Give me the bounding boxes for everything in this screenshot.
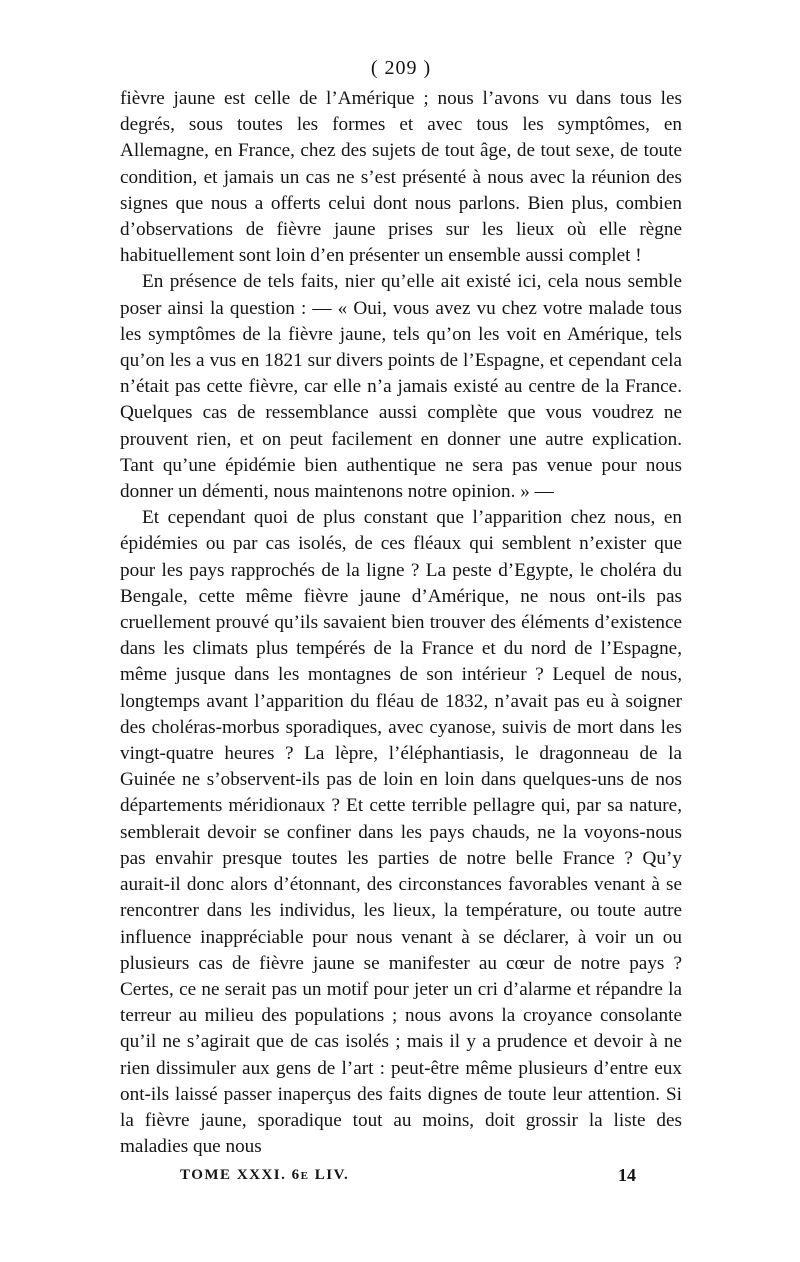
document-page [120, 54, 682, 1188]
paragraph-continuation: fièvre jaune est celle de l’Amérique ; nous l’avons vu dans tous les degrés, sous toutes les formes et avec tous les symptômes, en Allemagne, en France, chez des sujets de tout âge, de tout sexe, de toute condition, et jamais un cas ne s’est présenté à nous avec la réunion des signes que nous a offerts celui dont nous parlons. Bien plus, combien d’observations de fièvre jaune prises sur les lieux où elle règne habituellement sont loin d’en présenter un ensemble aussi complet ! [120, 88, 682, 267]
signature-mark: TOME XXXI. 6e LIV. [180, 1167, 350, 1184]
paragraph-presence-of-facts: En présence de tels faits, nier qu’elle ait existé ici, cela nous semble poser ainsi la question : — « Oui, vous avez vu chez votre malade tous les symptômes de la fièvre jaune, tels qu’on les voit en Amérique, tels qu’on les a vus en 1821 sur divers points de l’Espagne, et cependant cela n’était pas cette fièvre, car elle n’a jamais existé au centre de la France. Quelques cas de ressemblance aussi complète que vous voudrez ne prouvent rien, et on peut facilement en donner une autre explication. Tant qu’une épidémie bien authentique ne sera pas venue pour nous donner un démenti, nous maintenons notre opinion. » — [120, 271, 682, 503]
sheet-number: 14 [618, 1165, 636, 1186]
page-footer [120, 1162, 682, 1188]
paragraph-epidemics: Et cependant quoi de plus constant que l’apparition chez nous, en épidémies ou par cas isolés, de ces fléaux qui semblent n’exister que pour les pays rapprochés de la ligne ? La peste d’Egypte, le choléra du Bengale, cette même fièvre jaune d’Amérique, ne nous ont-ils pas cruellement prouvé qu’ils savaient bien trouver des éléments d’existence dans les climats plus tempérés de la France et du nord de l’Espagne, même jusque dans les montagnes de son intérieur ? Lequel de nous, longtemps avant l’apparition du fléau de 1832, n’avait pas eu à soigner des choléras-morbus sporadiques, avec cyanose, suivis de mort dans les vingt-quatre heures ? La lèpre, l’éléphantiasis, le dragonneau de la Guinée ne s’observent-ils pas de loin en loin dans quelques-uns de nos départements méridionaux ? Et cette terrible pellagre qui, par sa nature, semblerait devoir se confiner dans les pays chauds, ne la voyons-nous pas envahir presque toutes les parties de notre belle France ? Qu’y aurait-il donc alors d’étonnant, des circonstances favorables venant à se rencontrer dans les individus, les lieux, la température, ou toute autre influence inappréciable pour nous venant à se déclarer, à voir un ou plusieurs cas de fièvre jaune se manifester au cœur de notre pays ? Certes, ce ne serait pas un motif pour jeter un cri d’alarme et répandre la terreur au milieu des populations ; nous avons la croyance consolante qu’il ne s’agirait que de cas isolés ; mais il y a prudence et devoir à ne rien dissimuler aux gens de l’art : peut-être même plusieurs d’entre eux ont-ils laissé passer inaperçus des faits dignes de toute leur attention. Si la fièvre jaune, sporadique tout au moins, doit grossir la liste des maladies que nous [120, 507, 682, 1158]
body-text [120, 86, 682, 1160]
page-number: ( 209 ) [370, 57, 432, 79]
